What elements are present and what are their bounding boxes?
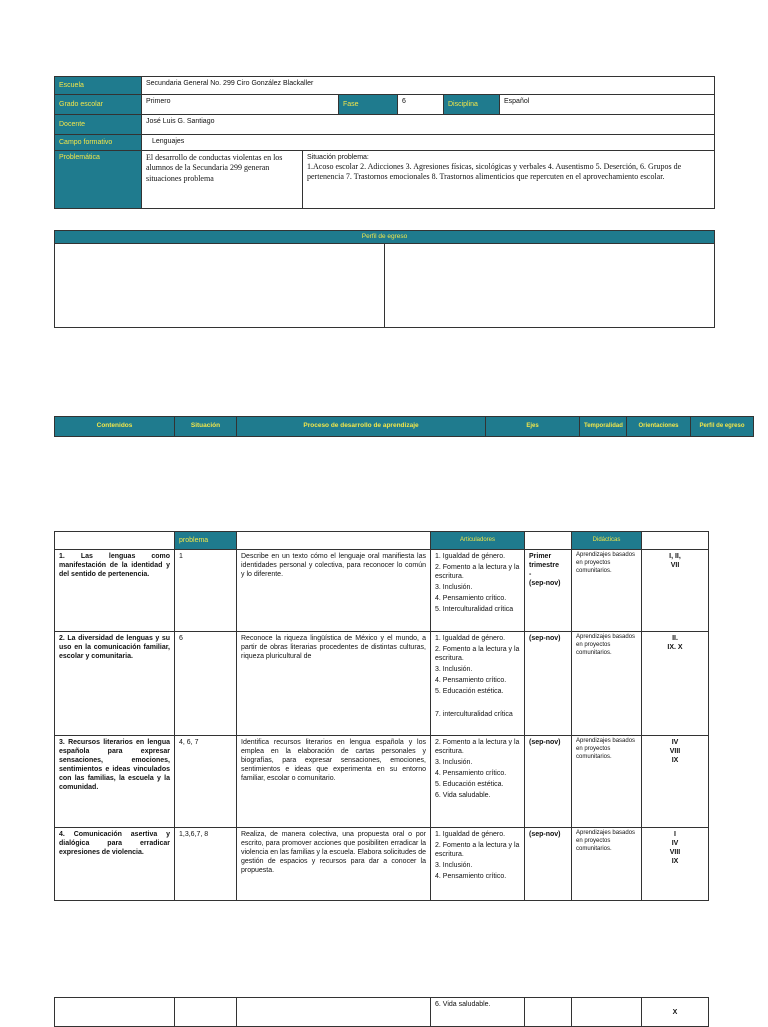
table-row xyxy=(55,736,709,828)
perfil-title: Perfil de egreso xyxy=(55,231,715,244)
ejes-list xyxy=(435,552,520,615)
contenido-cell: 1. Las lenguas como manifestación de la identidad y del sentido de pertenencia. xyxy=(55,550,175,632)
ejes-cell xyxy=(431,998,525,1027)
table-row xyxy=(55,550,709,632)
temporalidad-cell xyxy=(525,998,572,1027)
orientacion-cell: Aprendizajes basados en proyectos comunitarios. xyxy=(572,632,642,736)
ejes-list xyxy=(435,738,520,801)
situacion-cell: 1 xyxy=(175,550,237,632)
table-row xyxy=(55,632,709,736)
eje-item: 3. Inclusión. xyxy=(435,666,473,674)
eje-item: 6. Vida saludable. xyxy=(435,1001,491,1008)
perfil-right-cell xyxy=(385,244,715,328)
campo-value: Lenguajes xyxy=(142,135,715,151)
eje-item: 1. Igualdad de género. xyxy=(435,831,506,838)
eje-item: 4. Pensamiento crítico. xyxy=(435,595,507,603)
perfil-left-cell xyxy=(55,244,385,328)
perfil-cell: II. IX. X xyxy=(642,632,709,736)
eje-item: 5. Educación estética. xyxy=(435,781,504,789)
proceso-cell xyxy=(237,998,431,1027)
eje-item: 5. Interculturalidad crítica xyxy=(435,606,514,614)
orientacion-cell: Aprendizajes basados en proyectos comunitarios. xyxy=(572,550,642,632)
grado-label: Grado escolar xyxy=(55,95,142,115)
proceso-cell: Describe en un texto cómo el lenguaje oral manifiesta las identidades personal y colectiva, para reconocer lo común y lo diferente. xyxy=(237,550,431,632)
ejes-cell xyxy=(431,632,525,736)
contenido-cell: 2. La diversidad de lenguas y su uso en la comunicación familiar, escolar y comunitaria. xyxy=(55,632,175,736)
docente-label: Docente xyxy=(55,115,142,135)
situacion-cell xyxy=(175,998,237,1027)
problematica-label: Problemática xyxy=(55,151,142,209)
situacion-cell: 4, 6, 7 xyxy=(175,736,237,828)
disciplina-label: Disciplina xyxy=(444,95,500,115)
blank-header-cell xyxy=(237,532,431,550)
eje-item: 3. Inclusión. xyxy=(435,862,473,870)
proceso-cell: Reconoce la riqueza lingüística de México y el mundo, a partir de obras literarias procedentes de distintas culturas, riqueza pluricultural de xyxy=(237,632,431,736)
eje-item: 6. Vida saludable. xyxy=(435,792,491,800)
orientacion-cell xyxy=(572,998,642,1027)
h-problema: problema xyxy=(175,532,237,550)
problematica-value: El desarrollo de conductas violentas en los alumnos de la Secundaria 299 generan situaciones problema xyxy=(142,151,303,209)
col-temporalidad: Temporalidad xyxy=(580,417,627,437)
ejes-list xyxy=(435,1000,520,1009)
eje-item: 1. Igualdad de género. xyxy=(435,553,506,560)
perfil-cell: IV VIII IX xyxy=(642,736,709,828)
blank-header-cell xyxy=(525,532,572,550)
blank-header-cell xyxy=(55,532,175,550)
col-contenidos: Contenidos xyxy=(55,417,175,437)
perfil-cell: I IV VIII IX xyxy=(642,828,709,901)
temporalidad-cell: Primer trimestre - (sep-nov) xyxy=(525,550,572,632)
eje-item: 4. Pensamiento crítico. xyxy=(435,873,507,881)
eje-item: 2. Fomento a la lectura y la escritura. xyxy=(435,739,520,756)
proceso-cell: Identifica recursos literarios en lengua española y los emplea en la elaboración de cartas personales y biografías, para expresar sensaciones, emociones, sentimientos e ideas que experimenta en su entorno familiar, escolar o comunitario. xyxy=(237,736,431,828)
eje-item: 2. Fomento a la lectura y la escritura. xyxy=(435,564,520,581)
eje-item: 7. interculturalidad crítica xyxy=(435,710,513,718)
situacion-title: Situación problema: xyxy=(307,154,369,161)
ejes-list xyxy=(435,830,520,881)
eje-item: 2. Fomento a la lectura y la escritura. xyxy=(435,646,520,663)
h-didacticas: Didácticas xyxy=(572,532,642,550)
col-orientaciones: Orientaciones xyxy=(627,417,691,437)
eje-item xyxy=(435,699,520,708)
col-perfil-egreso: Perfil de egreso xyxy=(691,417,754,437)
escuela-label: Escuela xyxy=(55,77,142,95)
docente-value: José Luis G. Santiago xyxy=(142,115,715,135)
eje-item: 1. Igualdad de género. xyxy=(435,635,506,642)
col-proceso: Proceso de desarrollo de aprendizaje xyxy=(237,417,486,437)
eje-item: 4. Pensamiento crítico. xyxy=(435,770,507,778)
contenido-cell xyxy=(55,998,175,1027)
disciplina-value: Español xyxy=(500,95,715,115)
columns-header-table xyxy=(54,416,754,437)
h-articuladores: Articuladores xyxy=(431,532,525,550)
situacion-text: 1.Acoso escolar 2. Adicciones 3. Agresiones físicas, sicológicas y verbales 4. Ausentismo 5. Deserción, 6. Grupos de pertenencia 7. Trastornos emocionales 8. Trastornos alimenticios que repercuten en el aprovechamiento escolar. xyxy=(307,162,682,182)
escuela-value: Secundaria General No. 299 Ciro González Blackaller xyxy=(142,77,715,95)
eje-item: 3. Inclusión. xyxy=(435,584,473,592)
fase-label: Fase xyxy=(339,95,398,115)
table-row xyxy=(55,828,709,901)
situacion-cell xyxy=(303,151,715,209)
ejes-cell xyxy=(431,736,525,828)
col-ejes: Ejes xyxy=(486,417,580,437)
school-info-table xyxy=(54,76,715,209)
contenido-cell: 3. Recursos literarios en lengua española para expresar sensaciones, emociones, sentimientos e ideas vinculados con las familias, la escuela y la comunidad. xyxy=(55,736,175,828)
blank-header-cell xyxy=(642,532,709,550)
ejes-cell xyxy=(431,828,525,901)
orientacion-cell: Aprendizajes basados en proyectos comunitarios. xyxy=(572,736,642,828)
perfil-table xyxy=(54,230,715,328)
fase-value: 6 xyxy=(398,95,444,115)
contents-table xyxy=(54,531,709,901)
ejes-cell xyxy=(431,550,525,632)
orientacion-cell: Aprendizajes basados en proyectos comunitarios. xyxy=(572,828,642,901)
ejes-list xyxy=(435,634,520,719)
eje-item: 2. Fomento a la lectura y la escritura. xyxy=(435,842,520,859)
situacion-cell: 6 xyxy=(175,632,237,736)
perfil-cell: I, II, VII xyxy=(642,550,709,632)
temporalidad-cell: (sep-nov) xyxy=(525,736,572,828)
temporalidad-cell: (sep-nov) xyxy=(525,632,572,736)
eje-item: 4. Pensamiento crítico. xyxy=(435,677,507,685)
contenido-cell: 4. Comunicación asertiva y dialógica para erradicar expresiones de violencia. xyxy=(55,828,175,901)
proceso-cell: Realiza, de manera colectiva, una propuesta oral o por escrito, para promover acciones que posibiliten erradicar la violencia en las familias y la escuela. Elabora solicitudes de gestión de espacios y recursos para dar a conocer la propuesta. xyxy=(237,828,431,901)
eje-item: 5. Educación estética. xyxy=(435,688,504,696)
eje-item: 3. Inclusión. xyxy=(435,759,473,767)
campo-label: Campo formativo xyxy=(55,135,142,151)
perfil-cell: X xyxy=(642,998,709,1027)
grado-value: Primero xyxy=(142,95,339,115)
continuation-table xyxy=(54,997,709,1027)
col-situacion: Situación xyxy=(175,417,237,437)
temporalidad-cell: (sep-nov) xyxy=(525,828,572,901)
situacion-cell: 1,3,6,7, 8 xyxy=(175,828,237,901)
